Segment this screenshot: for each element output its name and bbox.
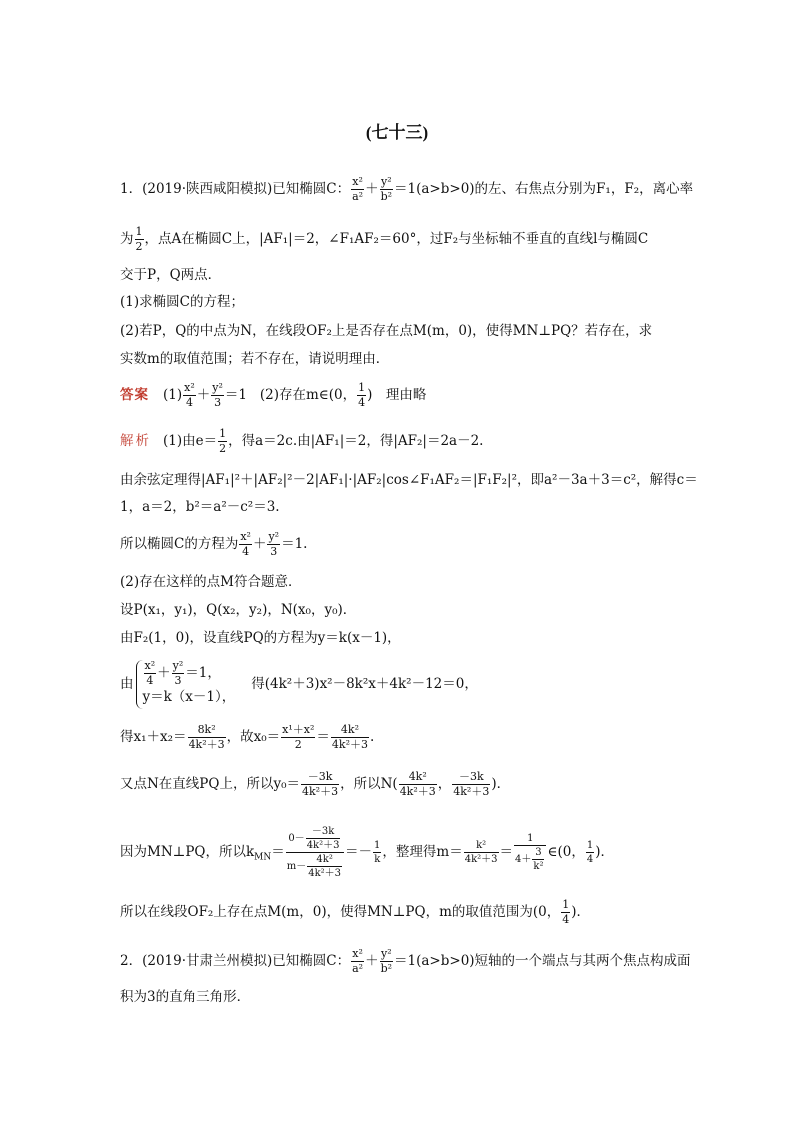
solution-line-6: 设P(x₁，y₁)，Q(x₂，y₂)，N(x₀，y₀)．	[120, 602, 357, 618]
solution-line-2: 由余弦定理得|AF₁|²＋|AF₂|²－2|AF₁|·|AF₂|cos∠F₁AF₂＝|F₁F₂|²，即a²－3a＋3＝c²，解得c＝	[120, 472, 698, 488]
solution-line-8-system: 由 $\frac{\text{x²}}{4}$ ＋ $\frac{\text{y²}}{3}$ ＝1， y＝k（x－1）， 得(4k²＋3)x²－8k²x＋4k²－12＝0，	[120, 660, 478, 709]
problem-2-stem: 2．(2019·甘肃兰州模拟)已知椭圆C： $\frac{\text{x²}}{\text{a²}}$ ＋ $\frac{\text{y²}}{\text{b²}}$ ＝1(a>b>0)短轴的一个端点与其两个焦点构成面	[120, 947, 691, 976]
solution-line-10: 又点N在直线PQ上，所以y₀＝ $\frac{-3k}{\text{4k²＋3}}$ ，所以N( $\frac{\text{4k²}}{\text{4k²＋3}}$ ， $\frac{-3k}{\text{4k²＋3}}$ )．	[120, 770, 511, 799]
solution-label: 解析	[120, 433, 151, 450]
solution-line-1: 解析 (1)由e＝ $\frac{1}{2}$ ，得a＝2c.由|AF₁|＝2，得|AF₂|＝2a－2.	[120, 427, 484, 456]
fraction-y2-b2: $\frac{\text{y²}}{\text{b²}}$	[380, 175, 393, 204]
answer-line: 答案 (1) $\frac{\text{x²}}{4}$ ＋ $\frac{\text{y²}}{3}$ ＝1 (2)存在m∈(0， $\frac{1}{4}$ ) 理由略	[120, 381, 427, 410]
problem-2-line2: 积为3的直角三角形．	[120, 989, 251, 1005]
problem-1-stem: 1．(2019·陕西咸阳模拟)已知椭圆C： $\frac{\text{x²}}{\text{a²}}$ ＋ $\frac{\text{y²}}{\text{b²}}$ ＝1(a>b>0)的左、右焦点分别为F₁，F₂，离心率	[120, 175, 694, 204]
problem-1-line3: 交于P，Q两点．	[120, 267, 222, 283]
solution-line-9: 得x₁＋x₂＝ $\frac{\text{8k²}}{\text{4k²＋3}}$ ，故x₀＝ $\frac{\text{x¹＋x²}}{2}$ ＝ $\frac{\text{4k²}}{\text{4k²＋3}}$ .	[120, 723, 375, 752]
solution-line-4: 所以椭圆C的方程为 $\frac{\text{x²}}{4}$ ＋ $\frac{\text{y²}}{3}$ ＝1.	[120, 530, 308, 559]
answer-label: 答案	[120, 387, 149, 404]
problem-1-part2-line2: 实数m的取值范围；若不存在，请说明理由．	[120, 351, 390, 367]
equation-system: $\frac{\text{x²}}{4}$ ＋ $\frac{\text{y²}}{3}$ ＝1， y＝k（x－1），	[136, 660, 236, 709]
solution-line-11: 因为MN⊥PQ，所以$k_{MN}=$ 0－ $\frac{-3k}{\text{4k²＋3}}$ m－ $\frac{\text{4k²}}{\text{4k²＋3}}$ ＝－ $\frac{1}{k}$ ，整理得m＝ $\frac{\text{k²}}{\text{4k²＋3}}$ ＝ 1 4＋ $\frac{3}{\text{k²}}$ ∈(0， $\frac{1}{4}$ )．	[120, 826, 614, 879]
solution-line-12: 所以在线段OF₂上存在点M(m，0)，使得MN⊥PQ，m的取值范围为(0， $\frac{1}{4}$ )．	[120, 898, 591, 927]
solution-line-3: 1，a＝2，b²＝a²－c²＝3.	[120, 499, 280, 515]
problem-1-part2-line1: (2)若P，Q的中点为N，在线段OF₂上是否存在点M(m，0)，使得MN⊥PQ？若存在，求	[120, 323, 653, 339]
problem-1-part1: (1)求椭圆C的方程；	[120, 294, 244, 310]
solution-line-7: 由F₂(1，0)，设直线PQ的方程为y＝k(x－1)，	[120, 630, 401, 646]
solution-line-5: (2)存在这样的点M符合题意．	[120, 574, 302, 590]
problem-1-line2: 为 $\frac{1}{2}$ ，点A在椭圆C上，|AF₁|＝2，∠F₁AF₂＝60°，过F₂与坐标轴不垂直的直线l与椭圆C	[120, 225, 649, 254]
fraction-x2-a2: $\frac{\text{x²}}{\text{a²}}$	[352, 175, 364, 204]
fraction-half: $\frac{1}{2}$	[135, 225, 143, 254]
page-title: (七十三)	[365, 123, 429, 142]
